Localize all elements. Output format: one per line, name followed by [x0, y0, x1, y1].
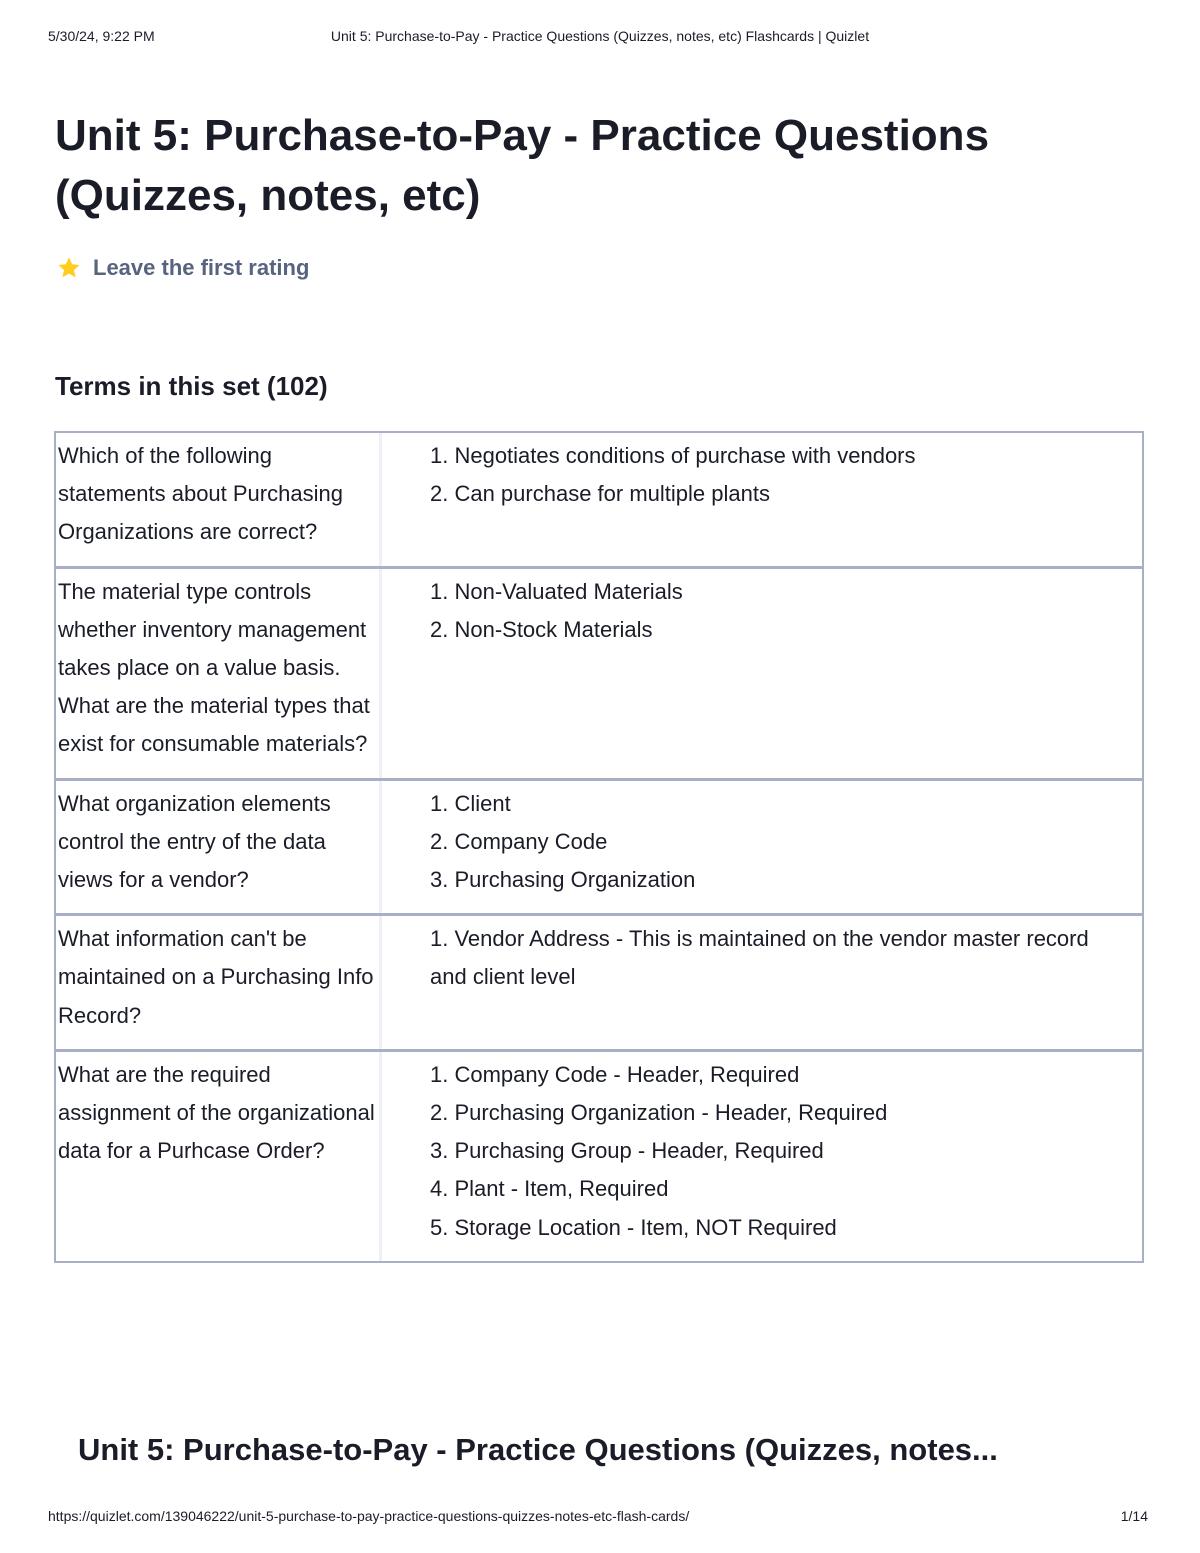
- term-row: [56, 916, 1142, 1052]
- print-footer: [48, 1508, 1148, 1528]
- definition-line: 2. Can purchase for multiple plants: [430, 481, 770, 507]
- term-row: [56, 569, 1142, 781]
- definition-line: 5. Storage Location - Item, NOT Required: [430, 1214, 837, 1240]
- terms-table: [54, 431, 1144, 1263]
- term-row: [56, 433, 1142, 569]
- star-icon: [56, 255, 82, 281]
- term-text: Which of the following statements about Purchasing Organizations are correct?: [56, 433, 382, 566]
- definition-line: 1. Non-Valuated Materials: [430, 578, 683, 604]
- definition-text: [382, 569, 1142, 778]
- definition-line: 1. Vendor Address - This is maintained on the vendor master record and client level: [430, 926, 1089, 990]
- definition-text: [382, 433, 1142, 566]
- definition-line: 3. Purchasing Group - Header, Required: [430, 1138, 824, 1164]
- print-page-number: 1/14: [1120, 1508, 1148, 1524]
- definition-line: 1. Negotiates conditions of purchase with vendors: [430, 443, 916, 468]
- rating-label[interactable]: Leave the first rating: [93, 255, 310, 280]
- term-row: [56, 1052, 1142, 1261]
- definition-line: 2. Non-Stock Materials: [430, 616, 653, 642]
- rating-link[interactable]: [56, 252, 309, 284]
- definition-line: 1. Company Code - Header, Required: [430, 1061, 800, 1087]
- definition-line: 1. Client: [430, 790, 511, 816]
- term-text: What are the required assignment of the organizational data for a Purhcase Order?: [56, 1052, 382, 1261]
- page-title: Unit 5: Purchase-to-Pay - Practice Questions (Quizzes, notes, etc): [55, 111, 990, 220]
- footer-set-title[interactable]: Unit 5: Purchase-to-Pay - Practice Questions (Quizzes, notes...: [78, 1432, 998, 1467]
- term-text: What information can't be maintained on a Purchasing Info Record?: [56, 916, 382, 1049]
- print-header: [48, 28, 1152, 48]
- term-row: [56, 781, 1142, 917]
- term-text: The material type controls whether inventory management takes place on a value basis. What are the material types that exist for consumable materials?: [56, 569, 382, 778]
- term-text: What organization elements control the entry of the data views for a vendor?: [56, 781, 382, 914]
- definition-line: 2. Company Code: [430, 828, 608, 854]
- definition-text: [382, 916, 1142, 1049]
- definition-text: [382, 1052, 1142, 1261]
- print-document-title: Unit 5: Purchase-to-Pay - Practice Questions (Quizzes, notes, etc) Flashcards | Quizlet: [330, 28, 870, 44]
- definition-line: 2. Purchasing Organization - Header, Required: [430, 1100, 888, 1126]
- terms-section-title: Terms in this set (102): [55, 371, 328, 401]
- definition-line: 3. Purchasing Organization: [430, 867, 696, 893]
- print-date: 5/30/24, 9:22 PM: [48, 28, 155, 44]
- definition-line: 4. Plant - Item, Required: [430, 1176, 669, 1202]
- print-url: https://quizlet.com/139046222/unit-5-purchase-to-pay-practice-questions-quizzes-notes-etc-flash-cards/: [48, 1508, 690, 1524]
- definition-text: [382, 781, 1142, 914]
